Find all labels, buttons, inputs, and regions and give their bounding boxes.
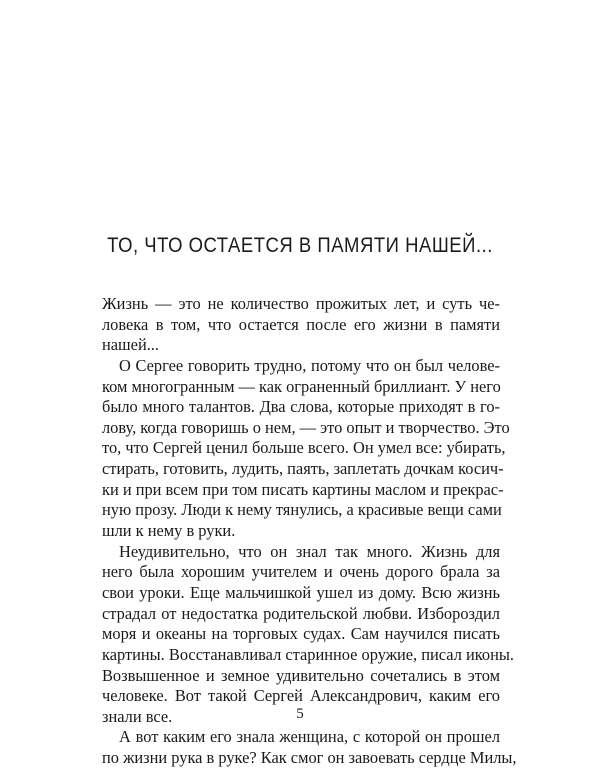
text-line: стирать, готовить, лудить, паять, заплетать дочкам косич- xyxy=(102,459,504,479)
chapter-title: ТО, ЧТО ОСТАЕТСЯ В ПАМЯТИ НАШЕЙ... xyxy=(107,233,493,257)
text-line: нашей... xyxy=(102,335,160,355)
text-line: то, что Сергей ценил больше всего. Он умел все: убирать, xyxy=(102,438,506,458)
text-line: было много талантов. Два слова, которые приходят в го- xyxy=(102,397,500,417)
page-number: 5 xyxy=(296,706,304,722)
text-line: шли к нему в руки. xyxy=(102,521,236,541)
text-line: А вот каким его знала женщина, с которой он прошел xyxy=(119,727,500,747)
text-line: Жизнь — это не количество прожитых лет, и суть че- xyxy=(102,294,500,313)
text-line: моря и океаны на торговых судах. Сам научился писать xyxy=(102,624,500,644)
text-line: ную прозу. Люди к нему тянулись, а красивые вещи сами xyxy=(102,500,502,520)
text-line: ки и при всем при том писать картины маслом и прекрас- xyxy=(102,479,504,499)
text-line: Неудивительно, что он знал так много. Жизнь для xyxy=(119,541,500,561)
text-line: ловека в том, что остается после его жизни в памяти xyxy=(102,314,500,334)
text-line: человеке. Вот такой Сергей Александрович, каким его xyxy=(102,686,500,706)
text-line: ком многогранным — как ограненный бриллиант. У него xyxy=(102,376,501,396)
text-line: страдал от недостатка родительской любви. Избороздил xyxy=(102,603,500,623)
text-line: О Сергее говорить трудно, потому что он был челове- xyxy=(119,355,500,375)
text-line: него была хорошим учителем и очень дорого брала за xyxy=(102,562,500,582)
text-line: Возвышенное и земное удивительно сочетались в этом xyxy=(102,665,500,685)
text-line: по жизни рука в руке? Как смог он завоевать сердце Милы, xyxy=(102,748,517,768)
text-line: картины. Восстанавливал старинное оружие, писал иконы. xyxy=(102,644,514,664)
text-line: лову, когда говоришь о нем, — это опыт и творчество. Это xyxy=(102,417,510,437)
text-line: свои уроки. Еще мальчишкой ушел из дому. Всю жизнь xyxy=(102,582,500,602)
text-line: знали все. xyxy=(102,706,173,726)
body-text xyxy=(102,294,517,769)
